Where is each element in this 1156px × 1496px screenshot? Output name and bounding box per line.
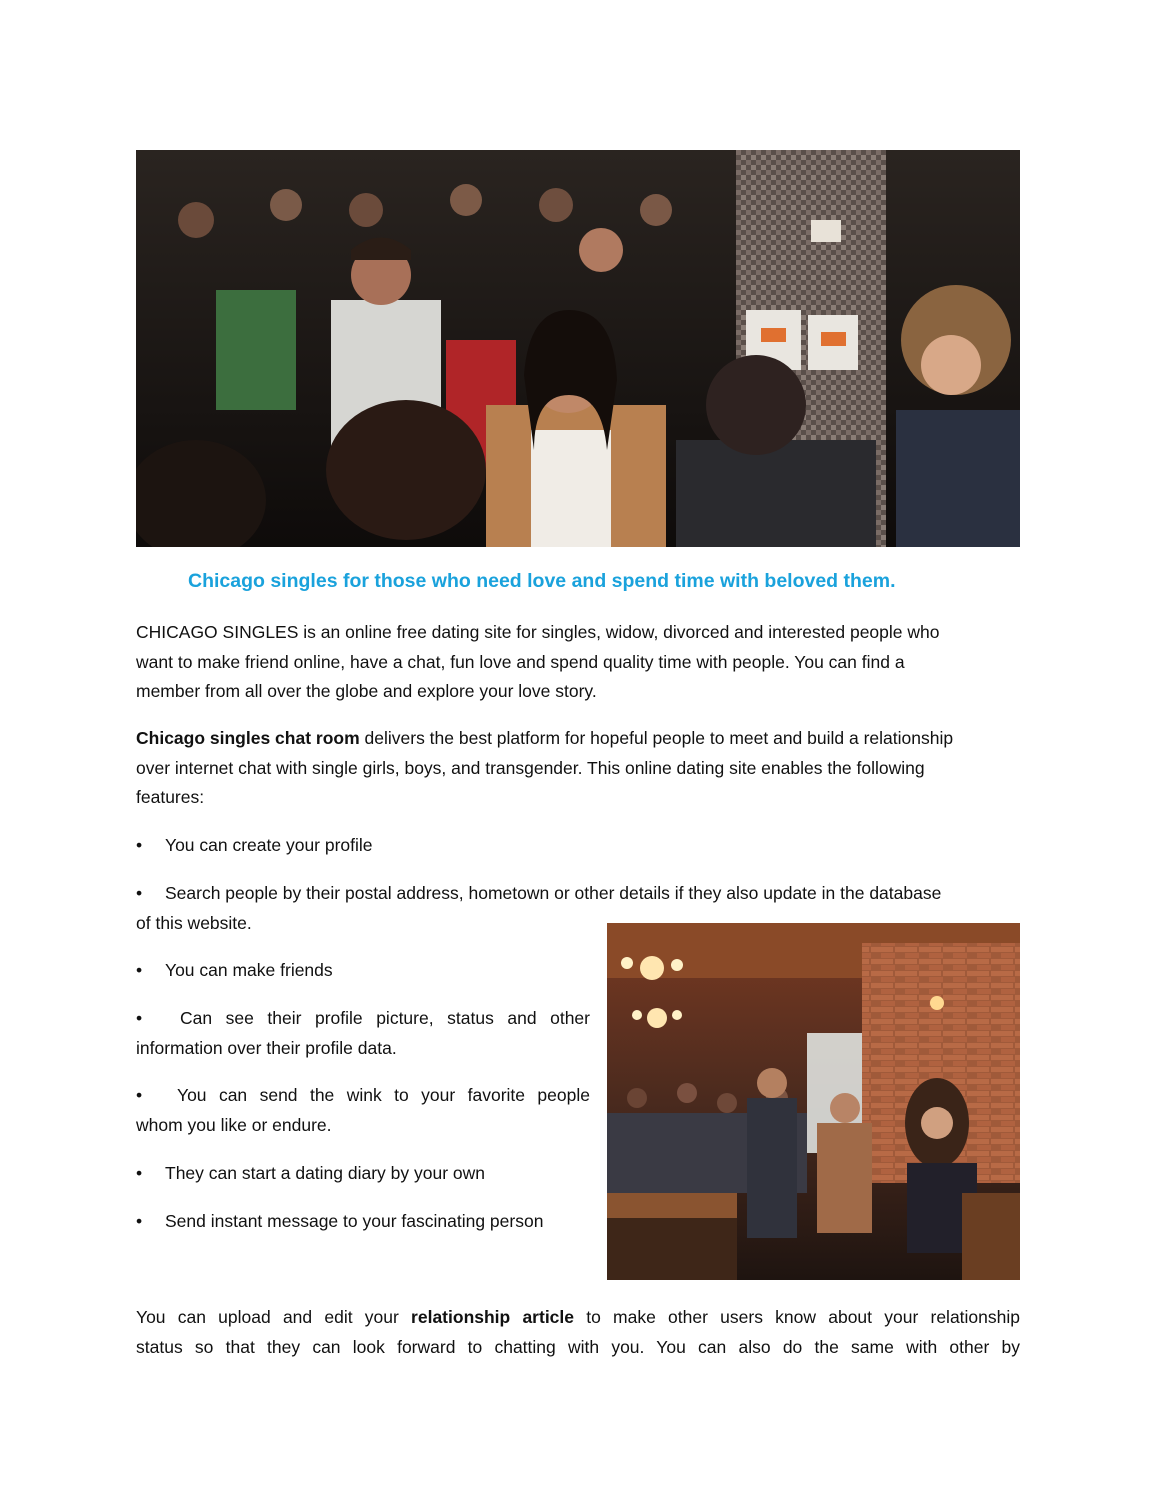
closing-line-1-pre: You can upload and edit your	[136, 1307, 412, 1327]
chatroom-line-3: features:	[136, 787, 205, 807]
closing-line-2: status so that they can look forward to chatting with you. You can also do the same with other by	[136, 1336, 1020, 1357]
intro-line-2: want to make friend online, have a chat, fun love and spend quality time with people. You can find a	[136, 651, 905, 672]
bullet-icon: •	[136, 1211, 143, 1231]
intro-paragraph	[136, 618, 1020, 707]
bullet-item-1	[136, 830, 373, 860]
bullet-text-3: You can make friends	[165, 960, 333, 980]
bullet-text-2-line-2: of this website.	[136, 913, 252, 933]
bullet-text-5-line-2: whom you like or endure.	[136, 1115, 332, 1135]
bullet-icon: •	[136, 1008, 143, 1028]
chatroom-bold-term: Chicago singles chat room	[136, 728, 360, 748]
bullet-text-4-line-2: information over their profile data.	[136, 1038, 397, 1058]
bullet-icon: •	[136, 1085, 143, 1105]
bullet-item-4	[136, 1003, 590, 1063]
bullet-text-6: They can start a dating diary by your own	[165, 1163, 486, 1183]
intro-line-3: member from all over the globe and explore your love story.	[136, 681, 597, 701]
closing-line-1	[136, 1303, 1020, 1333]
bullet-text-4-line-1: Can see their profile picture, status and other	[180, 1008, 590, 1028]
chatroom-paragraph	[136, 724, 1020, 813]
section-heading: Chicago singles for those who need love and spend time with beloved them.	[188, 570, 896, 592]
bullet-item-5	[136, 1080, 590, 1140]
bullet-icon: •	[136, 883, 143, 903]
chatroom-line-1-rest: delivers the best platform for hopeful people to meet and build a relationship	[359, 728, 954, 748]
party-crowd-photo	[136, 150, 1020, 547]
bullet-item-3	[136, 955, 333, 985]
bar-crowd-photo	[607, 923, 1020, 1280]
bullet-text-1: You can create your profile	[165, 835, 373, 855]
chatroom-line-2: over internet chat with single girls, boys, and transgender. This online dating site enables the following	[136, 757, 925, 778]
bullet-text-5-line-1: You can send the wink to your favorite people	[177, 1085, 590, 1105]
chatroom-line-1	[136, 724, 1020, 754]
bullet-icon: •	[136, 835, 143, 855]
bullet-text-7: Send instant message to your fascinating person	[165, 1211, 544, 1231]
bullet-item-6	[136, 1158, 485, 1188]
closing-bold-term: relationship article	[411, 1307, 575, 1327]
bullet-text-2-line-1: Search people by their postal address, hometown or other details if they also update in the database	[165, 883, 942, 903]
bullet-item-7	[136, 1206, 543, 1236]
bullet-icon: •	[136, 1163, 143, 1183]
bullet-icon: •	[136, 960, 143, 980]
closing-line-1-rest: to make other users know about your relationship	[574, 1307, 1020, 1327]
closing-paragraph	[136, 1303, 1020, 1362]
intro-line-1: CHICAGO SINGLES is an online free dating site for singles, widow, divorced and interested people who	[136, 622, 940, 642]
